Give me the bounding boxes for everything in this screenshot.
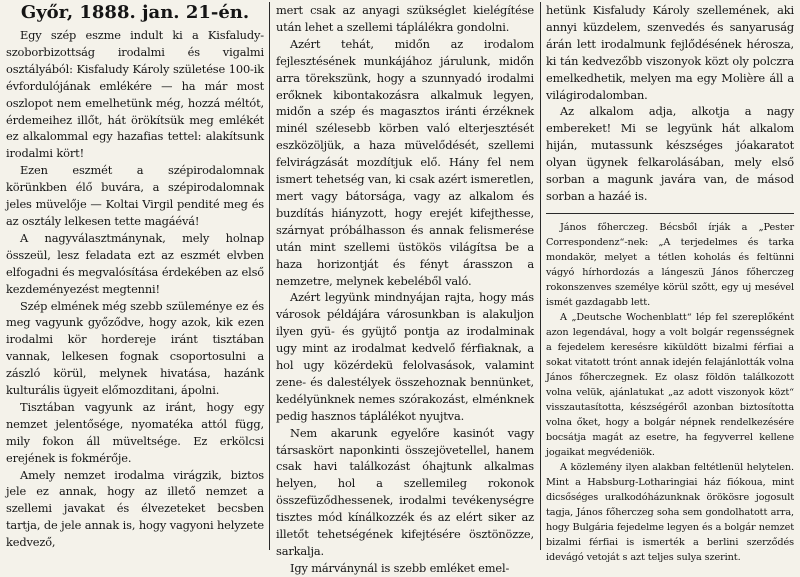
paragraph: Tisztában vagyunk az iránt, hogy egy nemzet jelentősége, nyomatéka attól függ, mily fokon áll müveltsége. Ez erkölcsi erejének is fokmérője. — [6, 399, 264, 465]
paragraph: A nagyválasztmánynak, mely holnap összeül, lesz feladata ezt az eszmét elvben elfogadni és megvalósítása érdekében az első kezdeményezést megtenni! — [6, 230, 264, 296]
news-item: A „Deutsche Wochenblatt“ lép fel szereplőként azon legendával, hogy a volt bolgár regensségnek a fejedelem keresésre kiküldött bizalmi férfiai a sokat vitatott trónt annak idején felajánlották volna János főherczegnek. Ez olasz földön találkozott volna velük, ajánlatukat „az adott viszonyok közt“ visszautasította, készségéről azonban biztosította volna őket, hogy a bolgár népnek rendelkezésére bocsátja magát az esetre, ha fegyverrel kellene jogaikat megvédeniök. — [546, 311, 794, 458]
paragraph: mert csak az anyagi szükséglet kielégítése után lehet a szellemi táplálékra gondolni. — [276, 3, 534, 34]
paragraph: Azért legyünk mindnyájan rajta, hogy más városok példájára városunkban is alakuljon ilyen gyü- és gyüjtő pontja az irodalminak ugy mint az irodalmat kedvelő férfiaknak, a hol ugy közérdekü felolvasások, valamint zene- és dalestélyek összehoznak bennünket, kedélyünknek nemes szórakozást, elménknek pedig hasznos táplálékot nyujtva. — [276, 290, 534, 423]
column-2 — [276, 2, 534, 575]
column-1 — [6, 2, 264, 552]
paragraph: Amely nemzet irodalma virágzik, biztos jele ez annak, hogy az illető nemzet a szellemi javakat és élvezeteket becsben tartja, de jele annak is, hogy vagyoni helyzete kedvező, — [6, 467, 264, 550]
column-3 — [546, 2, 794, 563]
paragraph: Ezen eszmét a szépirodalomnak körünkben élő buvára, a szépirodalomnak jeles müvelője — Koltai Virgil pendité meg és az osztály lelkesen tette magáévá! — [6, 163, 264, 228]
column-rule — [269, 2, 270, 550]
paragraph: Szép elmének még szebb szüleménye ez és meg vagyunk győződve, hogy azok, kik ezen irodalmi kör hordereje iránt tisztában vannak, lelkesen fognak csoportosulni a zászló körül, melynek hivatása, hazánk kulturális ügyeit előmozditani, ápolni. — [6, 298, 264, 398]
paragraph: Egy szép eszme indult ki a Kisfaludy-szoborbizottság irodalmi és vigalmi osztályából: Kisfaludy Károly születése 100-ik évfordulójának emlékére — ha már most oszlopot nem emelhetünk még, hozzá méltót, érdemeihez illőt, hát örökítsük meg emlékét ez alkalommal egy hazafias tettel: alakítsunk irodalmi kört! — [6, 28, 264, 161]
news-item: A közlemény ilyen alakban feltétlenül helytelen. Mint a Habsburg-Lotharingiai ház fiókoua, mint dicsőséges uralkodóházunknak örökösre jogosult tagja, János főherczeg soha sem gondolhatott arra, hogy Bulgária fejedelme legyen és a bolgár nemzet bizalmi férfiai is ismerték a berlini szerződés idevágó vetoját s azt teljes sulya szerint. — [546, 461, 794, 563]
paragraph: Azért tehát, midőn az irodalom fejlesztésének munkájához járulunk, midőn arra törekszünk, hogy a szunnyadó irodalmi erőknek kibontakozásra alkalmuk legyen, midőn a szép és magasztos iránti érzéknek minél szélesebb körben való elterjesztését eszközöljük, a haza müvelődését, szellemi felvirágzását mozdítjuk elő. Hány fel nem ismert tehetség van, ki csak azért ismeretlen, mert vagy bátorsága, vagy az alkalom és buzdítás hiányzott, hogy erejét kifejthesse, szárnyat próbálhasson és annak felismerése után mint szellemi üstökös világítsa be a haza horizontját és fényt árasszon a nemzetre, melynek kebeléből való. — [276, 36, 534, 288]
news-item: János főherczeg. Bécsből írják a „Pester Correspondenz“-nek: „A terjedelmes és tarka mondakör, melyet a tétlen koholás és feltünni vágyó hírhordozás a lángeszü János főherczeg rokonszenves személye körül szőtt, egy uj mesével ismét gazdagabb lett. — [546, 221, 794, 308]
paragraph: Igy márványnál is szebb emléket emel- — [290, 560, 510, 575]
paragraph: hetünk Kisfaludy Károly szellemének, aki annyi küzdelem, szenvedés és sanyaruság árán lett irodalmunk fejlődésének hérosza, ki tán kedvezőbb viszonyok közt oly polczra emelkedhetik, melyen ma egy Molière áll a világirodalomban. — [546, 3, 794, 102]
section-divider — [546, 213, 794, 214]
paragraph: Az alkalom adja, alkotja a nagy embereket! Mi se legyünk hát alkalom hiján, mutassunk készséges jóakaratot olyan ügynek felkarolásában, mely első sorban a magunk javára van, de másod sorban a hazáé is. — [546, 104, 794, 203]
column-rule — [540, 2, 541, 550]
paragraph: Nem akarunk egyelőre kasinót vagy társaskört naponkinti összejövetellel, hanem csak havi találkozást óhajtunk alkalmas helyen, hol a szellemileg rokonok összefüződhessenek, irodalmi tevékenységre tisztes mód kínálkozzék és az elért siker az illetőt tehetségének kifejtésére ösztönözze, sarkalja. — [276, 425, 534, 558]
article-dateline: Győr, 1888. jan. 21-én. — [20, 2, 250, 23]
